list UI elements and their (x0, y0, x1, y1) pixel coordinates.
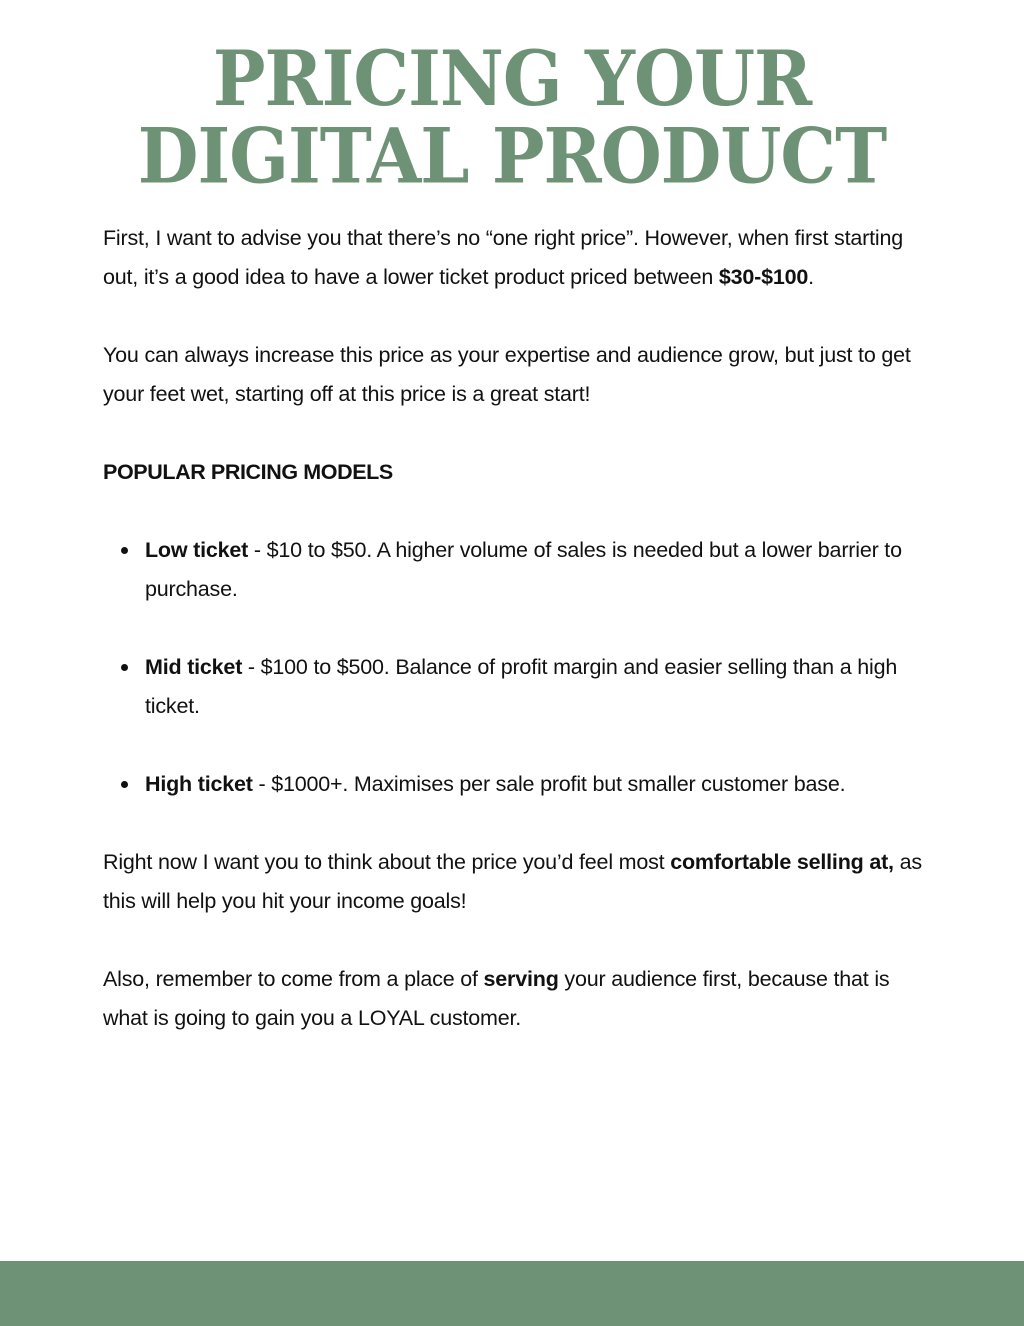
pricing-models-list (103, 531, 933, 804)
price-range: $30-$100 (718, 265, 809, 289)
model-name: Mid ticket (145, 655, 243, 679)
section-heading: POPULAR PRICING MODELS (103, 460, 393, 484)
list-item-high-ticket (103, 765, 933, 804)
model-name: Low ticket (145, 538, 249, 562)
model-description: - $10 to $50. A higher volume of sales is needed but a lower barrier to purchase. (145, 538, 902, 601)
intro-text: First, I want to advise you that there’s no “one right price”. However, when first starting out, it’s a good idea to have a lower ticket product priced between (103, 226, 903, 289)
document-body (103, 219, 933, 1038)
footer-band (0, 1261, 1024, 1326)
title-line-2: DIGITAL PRODUCT (137, 111, 887, 201)
model-description: - $1000+. Maximises per sale profit but smaller customer base. (252, 772, 846, 796)
bullet-icon (121, 781, 128, 788)
comfortable-price-paragraph (103, 843, 933, 921)
intro-end: . (808, 265, 814, 289)
serving-paragraph (103, 960, 933, 1038)
model-name: High ticket (145, 772, 253, 796)
para3-end: as this will help you hit your income goals! (103, 850, 922, 913)
comfortable-emphasis: comfortable selling at, (670, 850, 894, 874)
list-item-mid-ticket (103, 648, 933, 726)
page-title (0, 33, 1024, 201)
bullet-icon (121, 664, 128, 671)
model-description: - $100 to $500. Balance of profit margin and easier selling than a high ticket. (145, 655, 898, 718)
serving-emphasis: serving (483, 967, 559, 991)
intro-paragraph (103, 219, 933, 297)
para3-text: Right now I want you to think about the price you’d feel most (103, 850, 671, 874)
para4-end: your audience first, because that is what is going to gain you a LOYAL customer. (103, 967, 890, 1030)
list-item-low-ticket (103, 531, 933, 609)
expertise-paragraph: You can always increase this price as your expertise and audience grow, but just to get your feet wet, starting off at this price is a great start! (103, 343, 911, 406)
title-line-1: PRICING YOUR (212, 33, 812, 124)
para4-text: Also, remember to come from a place of (103, 967, 484, 991)
bullet-icon (121, 547, 128, 554)
